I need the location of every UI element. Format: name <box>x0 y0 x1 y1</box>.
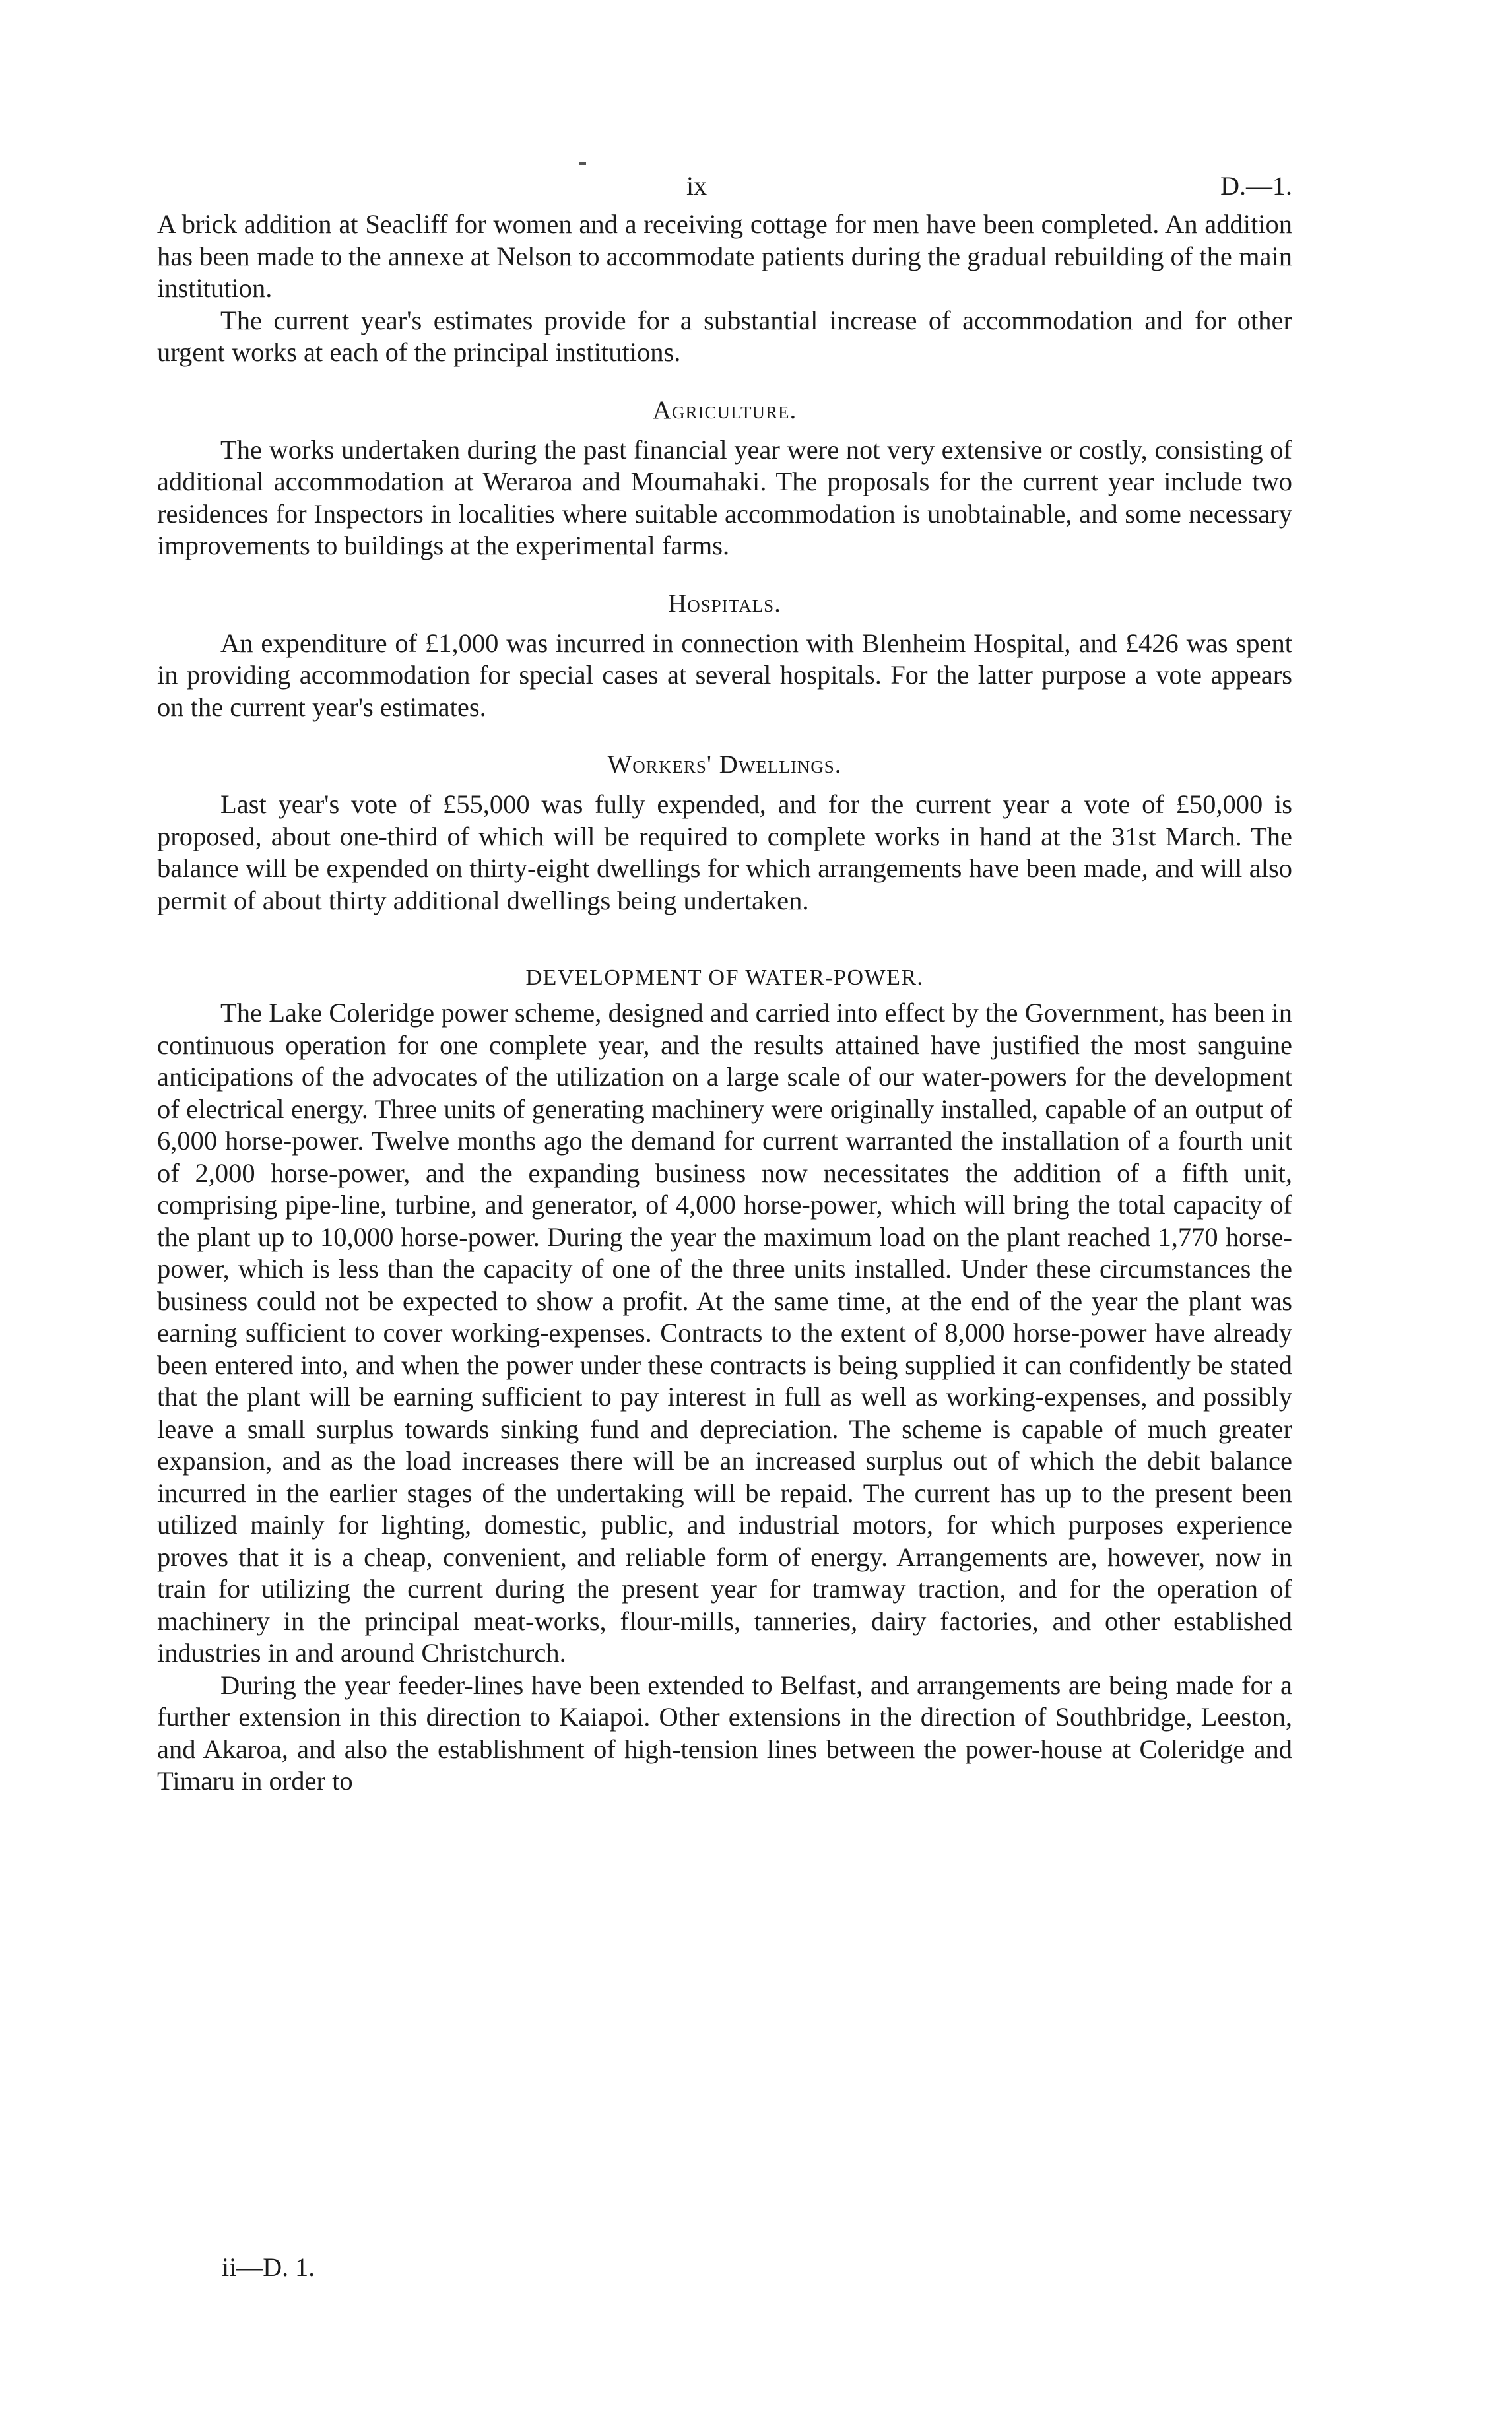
water-power-paragraph-2: During the year feeder-lines have been extended to Belfast, and arrangements are being made for a further extension in this direction to Kaiapoi. Other extensions in the direction of Southbridge, Leeston, and Akaroa, and also the establishment of high-tension lines between the power-house at Coleridge and Timaru in order to <box>157 1670 1292 1796</box>
intro-paragraph-1: A brick addition at Seacliff for women and a receiving cottage for men have been completed. An addition has been made to the annexe at Nelson to accommodate patients during the gradual rebuilding of the main institution. <box>157 209 1292 303</box>
page-number: ix <box>686 171 707 201</box>
intro-paragraph-2: The current year's estimates provide for a substantial increase of accommodation and for other urgent works at each of the principal institutions. <box>157 305 1292 367</box>
section-heading-agriculture: Agriculture. <box>652 395 797 424</box>
hospitals-paragraph: An expenditure of £1,000 was incurred in connection with Blenheim Hospital, and £426 was spent in providing accommodation for special cases at several hospitals. For the latter purpose a vote appears on the current year's estimates. <box>157 628 1292 722</box>
document-page <box>157 166 1292 1798</box>
section-heading-hospitals: Hospitals. <box>668 589 781 618</box>
printer-signature: ii—D. 1. <box>222 2252 315 2282</box>
printer-mark <box>579 162 586 165</box>
agriculture-paragraph: The works undertaken during the past financial year were not very extensive or costly, consisting of additional accommodation at Weraroa and Moumahaki. The proposals for the current year include two residences for Inspectors in localities where suitable accommodation is unobtainable, and some necessary improvements to buildings at the experimental farms. <box>157 434 1292 560</box>
workers-dwellings-paragraph: Last year's vote of £55,000 was fully expended, and for the current year a vote of £50,000 is proposed, about one-third of which will be required to complete works in hand at the 31st March. The balance will be expended on thirty-eight dwellings for which arrangements have been made, and will also permit of about thirty additional dwellings being undertaken. <box>157 789 1292 915</box>
page-header <box>157 166 1292 209</box>
section-heading-workers-dwellings: Workers' Dwellings. <box>607 750 842 779</box>
water-power-paragraph-1: The Lake Coleridge power scheme, designed and carried into effect by the Government, has been in continuous operation for one complete year, and the results attained have justified the most sanguine anticipations of the advocates of the utilization on a large scale of our water-powers for the development of electrical energy. Three units of generating machinery were originally installed, capable of an output of 6,000 horse-power. Twelve months ago the demand for current warranted the installation of a fourth unit of 2,000 horse-power, and the expanding business now necessitates the addition of a fifth unit, comprising pipe-line, turbine, and generator, of 4,000 horse-power, which will bring the total capacity of the plant up to 10,000 horse-power. During the year the maximum load on the plant reached 1,770 horse-power, which is less than the capacity of one of the three units installed. Under these circumstances the business could not be expected to show a profit. At the same time, at the end of the year the plant was earning sufficient to cover working-expenses. Contracts to the extent of 8,000 horse-power have already been entered into, and when the power under these contracts is being supplied it can confidently be stated that the plant will be earning sufficient to pay interest in full as well as working-expenses, and possibly leave a small surplus towards sinking fund and depreciation. The scheme is capable of much greater expansion, and as the load increases there will be an increased surplus out of which the debit balance incurred in the earlier stages of the undertaking will be repaid. The current has up to the present been utilized mainly for lighting, domestic, public, and industrial motors, for which purposes experience proves that it is a cheap, convenient, and reliable form of energy. Arrangements are, however, now in train for utilizing the current during the present year for tramway traction, and for the operation of machinery in the principal meat-works, flour-mills, tanneries, dairy factories, and other established industries in and around Christchurch. <box>157 998 1292 1668</box>
document-reference: D.—1. <box>1220 171 1292 201</box>
section-heading-water-power: DEVELOPMENT OF WATER-POWER. <box>525 965 924 990</box>
